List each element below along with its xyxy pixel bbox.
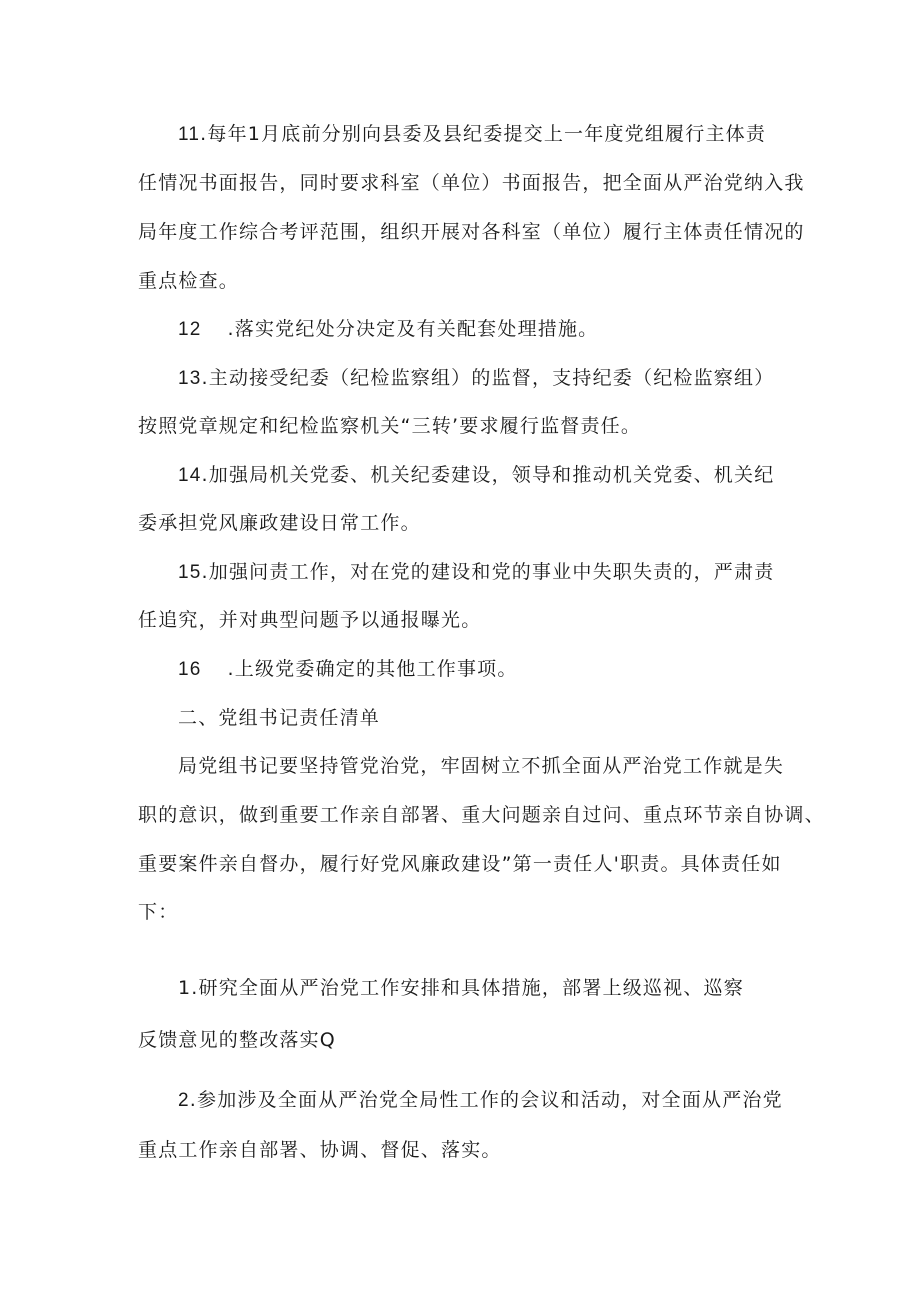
item-16-number: 16 (178, 659, 202, 680)
item-11-line-2: 任情况书面报告，同时要求科室（单位）书面报告，把全面从严治党纳入我 (138, 172, 805, 194)
item-14-text-1: .加强局机关党委、机关纪委建设，领导和推动机关党委、机关纪 (201, 464, 775, 486)
item-15-line-1 (178, 559, 838, 586)
item-12-number: 12 (178, 319, 202, 340)
item-11-number: 11 (178, 124, 201, 145)
list-item-2-line-1 (178, 1087, 838, 1114)
item-11-line-3: 局年度工作综合考评范围，组织开展对各科室（单位）履行主体责任情况的 (138, 221, 805, 243)
item-15-text-1: .加强问责工作，对在党的建设和党的事业中失职失责的，严肃责 (201, 561, 775, 583)
list-item-1-line-2: 反馈意见的整改落实Q (138, 1029, 336, 1051)
section-2-para-line-4: 下： (138, 901, 179, 923)
item-15-number: 15 (178, 562, 202, 583)
item-16-line-1 (178, 656, 838, 683)
item-14-line-1 (178, 462, 838, 489)
item-14-number: 14 (178, 465, 202, 486)
section-2-para-line-3: 重要案件亲自督办，履行好党风廉政建设”第一责任人'职责。具体责任如 (138, 853, 782, 875)
list-item-2-line-2: 重点工作亲自部署、协调、督促、落实。 (138, 1139, 502, 1161)
item-13-line-2: 按照党章规定和纪检监察机关“三转’要求履行监督责任。 (138, 415, 642, 437)
list-item-2-number: 2 (178, 1090, 190, 1111)
item-11-line-4: 重点检查。 (138, 270, 240, 292)
section-2-para-line-2: 职的意识，做到重要工作亲自部署、重大问题亲自过问、重点环节亲自协调、 (138, 804, 825, 826)
item-13-line-1 (178, 365, 838, 392)
item-15-line-2: 任追究，并对典型问题予以通报曝光。 (138, 609, 482, 631)
item-14-line-2: 委承担党风廉政建设日常工作。 (138, 512, 421, 534)
section-2-heading: 二、党组书记责任清单 (178, 707, 381, 729)
item-13-number: 13 (178, 368, 202, 389)
item-11-text-1: .每年1月底前分别向县委及县纪委提交上一年度党组履行主体责 (200, 123, 767, 145)
section-2-para-line-1: 局党组书记要坚持管党治党，牢固树立不抓全面从严治党工作就是失 (178, 755, 785, 777)
item-16-text-1: .上级党委确定的其他工作事项。 (227, 658, 518, 680)
list-item-2-text-1: .参加涉及全面从严治党全局性工作的会议和活动，对全面从严治党 (189, 1089, 783, 1111)
item-12-text-1: .落实党纪处分决定及有关配套处理措施。 (227, 318, 599, 340)
list-item-1-line-1: 1.研究全面从严治党工作安排和具体措施，部署上级巡视、巡察 (178, 977, 744, 999)
item-13-text-1: .主动接受纪委（纪检监察组）的监督，支持纪委（纪检监察组） (201, 367, 775, 389)
item-11-line-1 (178, 121, 838, 148)
item-12-line-1 (178, 316, 838, 343)
